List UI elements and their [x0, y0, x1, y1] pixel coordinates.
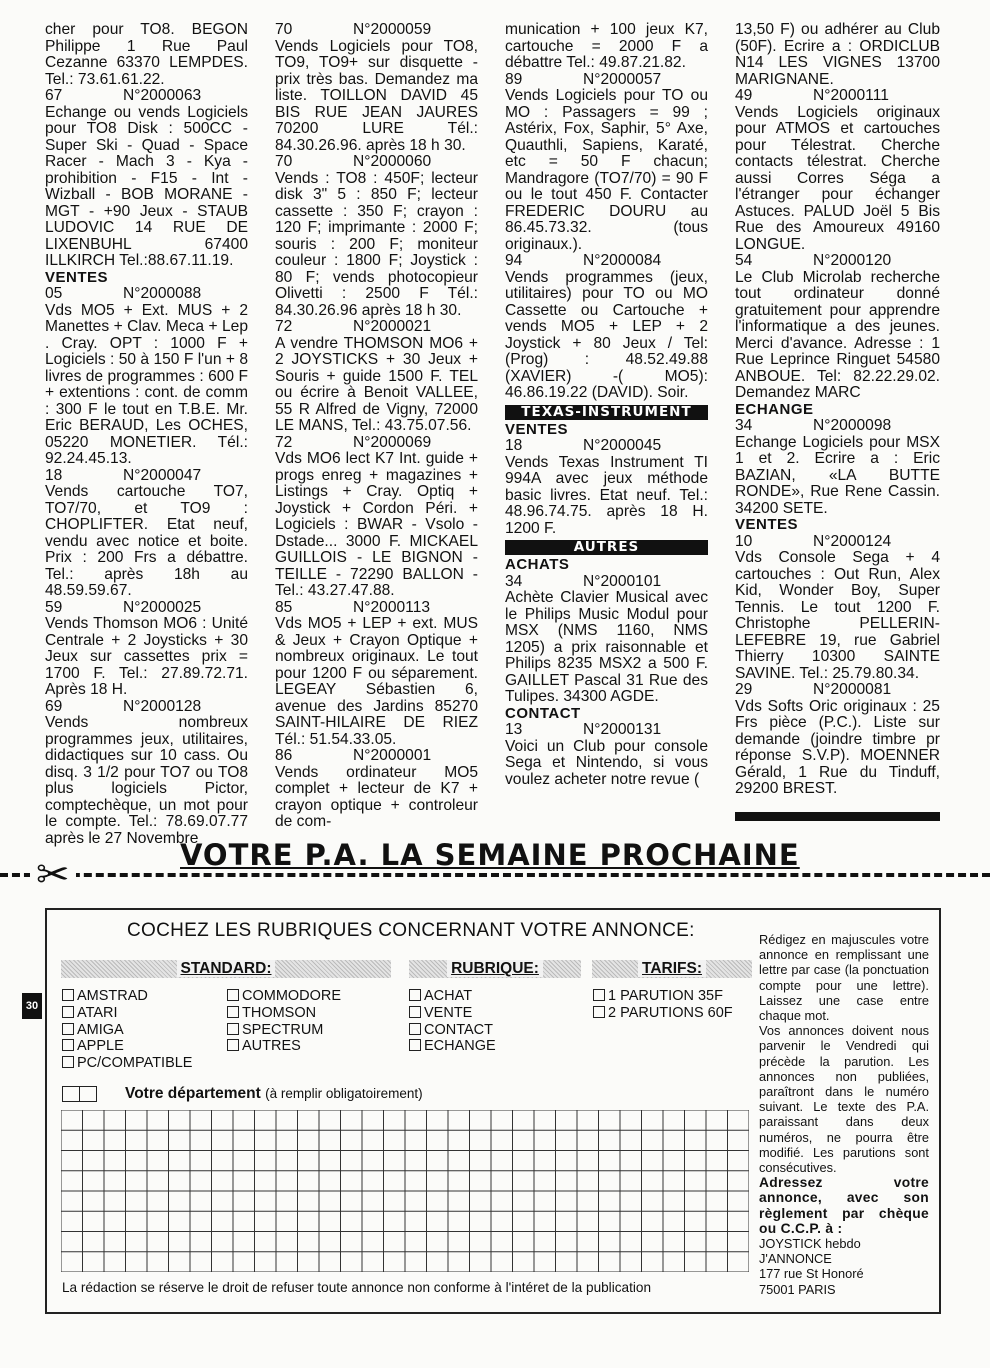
- option-label: THOMSON: [242, 1004, 317, 1021]
- instructions-bold: Adressez votre annonce, avec son règlement par chèque ou C.C.P. à :: [759, 1175, 929, 1236]
- ad-number: 18 N°2000047: [45, 466, 202, 484]
- page-number: 30: [22, 993, 42, 1019]
- option-checkbox[interactable]: [62, 1055, 192, 1072]
- instructions-text-2: Vos annonces doivent nous parvenir le Vendredi qui précède la parution. Les annonces non publiées, paraîtront dans le numéro suivant. Le texte des P.A. paraissant dans deux numéros, ne pourra être modifié. Les parutions sont consécutives.: [759, 1023, 929, 1176]
- department-label: Votre département (à remplir obligatoirement): [125, 1085, 423, 1102]
- ad-number: 85 N°2000113: [275, 598, 431, 616]
- checkbox-icon[interactable]: [62, 1039, 74, 1051]
- option-checkbox[interactable]: [227, 1038, 341, 1055]
- ads-column-2: [275, 22, 478, 831]
- instructions-text: Rédigez en majuscules votre annonce en remplissant une lettre par case (la ponctuation compte pour une lettre). Laissez une case entre chaque mot.: [759, 932, 929, 1024]
- section-heading: ECHANGE: [735, 400, 814, 418]
- ad-number: 54 N°2000120: [735, 252, 892, 269]
- ad-number: 86 N°2000001: [275, 747, 432, 764]
- checkbox-icon[interactable]: [227, 1023, 239, 1035]
- ad-text: cher pour TO8. BEGON Philippe 1 Rue Paul Cezanne 63370 LEMPDES. Tel.: 73.61.61.22.: [45, 21, 248, 88]
- option-label: AMSTRAD: [77, 988, 148, 1004]
- ad-text: Vends cartouche TO7, TO7/70, et TO9 : CHOPLIFTER. Etat neuf, vendu avec notice et boite. Prix : 200 Frs a débattre. Tel.: après 18h au 48.59.59.67.: [45, 483, 248, 599]
- ad-text: Vds Softs Oric originaux : 25 Frs pièce (P.C.). Liste sur demande (joindre timbre pr réponse S.V.P). MOENNER Gérald, 1 Rue du Tinduff, 29200 BREST.: [735, 697, 940, 797]
- option-checkbox[interactable]: [62, 988, 192, 1005]
- ad-text: Vends ordinateur MO5 complet + lecteur de K7 + crayon optique + controleur de com-: [275, 763, 478, 830]
- checkbox-icon[interactable]: [227, 1039, 239, 1051]
- ad-number: 18 N°2000045: [505, 437, 662, 454]
- ad-number: 59 N°2000025: [45, 598, 202, 616]
- scissors-icon: ✂: [30, 855, 76, 895]
- option-label: ACHAT: [424, 988, 473, 1004]
- cut-title: VOTRE P.A. LA SEMAINE PROCHAINE: [180, 838, 800, 872]
- option-checkbox[interactable]: [409, 1005, 496, 1022]
- ad-number: 13 N°2000131: [505, 721, 662, 738]
- option-checkbox[interactable]: [62, 1005, 192, 1022]
- checkbox-icon[interactable]: [593, 989, 605, 1001]
- ad-number: 94 N°2000084: [505, 252, 662, 269]
- tarif-options: [593, 988, 733, 1022]
- section-heading: ACHATS: [505, 556, 570, 573]
- column-end-bar: [735, 812, 940, 821]
- ad-text: Vends programmes (jeux, utilitaires) pour TO ou MO Cassette ou Cartouche + vends MO5 + LEP + 2 Joystick + 80 Jeux / Tel:(Prog) : 48.52.49.88 (XAVIER) -( MO5): 46.86.19.22 (DAVID). Soir.: [505, 268, 708, 401]
- option-checkbox[interactable]: [409, 988, 496, 1005]
- option-checkbox[interactable]: [409, 1038, 496, 1055]
- option-label: APPLE: [77, 1038, 124, 1055]
- ad-text: Vends nombreux programmes jeux, utilitaires, didactiques sur 10 cass. Ou disq. 3 1/2 pour TO7 ou TO8 plus logiciels Pictor, comptechèque, un mot pour le compte. Tel.: 78.69.07.77 après le 27 Novembre: [45, 714, 248, 847]
- ad-number: 69 N°2000128: [45, 697, 202, 715]
- option-label: COMMODORE: [242, 988, 342, 1004]
- tarifs-header: TARIFS:: [592, 960, 752, 978]
- option-checkbox[interactable]: [227, 988, 341, 1005]
- ad-text: Vends : TO8 : 450F; lecteur disk 3" 5 : 850 F; lecteur cassette : 350 F; crayon : 120 F; imprimante : 2000 F; souris : 200 F; moniteur couleur : 1800 F; Joystick : 80 F; vends photocopieur Olivetti : 2500 F Tél.: 84.30.26.96 après 18 h 30.: [275, 169, 478, 319]
- option-checkbox[interactable]: [227, 1005, 341, 1022]
- ad-number: 70 N°2000060: [275, 153, 432, 170]
- address-line-2: J'ANNONCE: [759, 1251, 832, 1267]
- checkbox-icon[interactable]: [62, 1006, 74, 1018]
- disclaimer: La rédaction se réserve le droit de refuser toute annonce non conforme à l'intéret de la publication: [62, 1280, 651, 1295]
- checkbox-icon[interactable]: [227, 1006, 239, 1018]
- ad-number: 67 N°2000063: [45, 87, 202, 104]
- ad-text: A vendre THOMSON MO6 + 2 JOYSTICKS + 30 Jeux + Souris + guide 1500 F. TEL ou écrire à Benoit VALLEE, 55 R Alfred de Vigny, 72000 LE MANS, Tel.: 43.75.07.56.: [275, 334, 478, 434]
- checkbox-icon[interactable]: [62, 989, 74, 1001]
- option-label: CONTACT: [424, 1021, 494, 1038]
- ad-number: 34 N°2000098: [735, 417, 892, 434]
- category-bar: TEXAS-INSTRUMENT: [505, 405, 708, 420]
- option-checkbox[interactable]: [62, 1038, 192, 1055]
- standard-options-2: [227, 988, 341, 1055]
- section-heading: VENTES: [45, 268, 109, 286]
- ad-text: Vends Logiciels originaux pour ATMOS et cartouches pour Télestrat. Cherche contacts télestrat. Cherche aussi Corres Séga a l'étranger pour échanger Astuces. PALUD Joël 5 Bis Rue des Amoureux 49160 LONGUE.: [735, 103, 940, 253]
- ad-text: Vds MO5 + Ext. MUS + 2 Manettes + Clav. Meca + Lep . Cray. OPT : 1000 F + Logiciels : 50 à 150 F l'un + 8 livres de programmes : 600 F + extentions : cont. de comm : 300 F le tout en T.B.E. Mr. Eric BERAUD, Les OCHES, 05220 MONETIER. Tél.: 92.24.45.13.: [45, 301, 248, 467]
- ad-number: 05 N°2000088: [45, 285, 202, 302]
- checkbox-icon[interactable]: [409, 1006, 421, 1018]
- checkbox-icon[interactable]: [593, 1006, 605, 1018]
- ad-text: Vends Thomson MO6 : Unité Centrale + 2 Joysticks + 30 Jeux sur cassettes prix = 1700 F. Tel.: 27.89.72.71. Après 18 H.: [45, 615, 248, 698]
- ad-text: Vends Logiciels pour TO8, TO9, TO9+ sur disquette - prix très bas. Demandez ma liste. TOILLON DAVID 45 BIS RUE JEAN JAURES 70200 LURE Tél.: 84.30.26.96. après 18 h 30.: [275, 37, 478, 154]
- ad-order-form: [45, 908, 941, 1314]
- ad-text: Echange Logiciels pour MSX 1 et 2. Ecrire a : Eric BAZIAN, «LA BUTTE RONDE», Rue Rene Cassin. 34200 SETE.: [735, 433, 940, 517]
- ad-text: Le Club Microlab recherche tout ordinateur donné gratuitement pour apprendre l'informatique a des jeunes. Merci d'avance. Adresse : 1 Rue Leprince Ringuet 54580 ANBOUE. Tel: 82.22.29.02. Demandez MARC: [735, 268, 940, 401]
- ad-text: Vends Logiciels pour TO ou MO : Passagers = 99 ; Astérix, Fox, Saphir, 5° Axe, Quauthli, Sapiens, Karaté, etc = 50 F chacun; Mandragore (TO7/70) = 90 F ou le tout 450 F. Contacter FREDERIC DOURU au 86.45.73.32. (tous originaux.).: [505, 87, 708, 253]
- ad-text: Vds MO6 lect K7 Int. guide + progs enreg + magazines + Listings + Cray. Optiq + Joystick + Cordon Péri. + Logiciels : BWAR - Vsolo - Dstade... 3000 F. MICKAEL GUILLOIS - LE BIGNON - TEILLE - 72290 BALLON - Tel.: 43.27.47.88.: [275, 450, 478, 599]
- section-heading: CONTACT: [505, 704, 581, 722]
- rubrique-options: [409, 988, 496, 1055]
- address-line-1: JOYSTICK hebdo: [759, 1236, 861, 1252]
- option-label: 1 PARUTION 35F: [608, 988, 723, 1004]
- ad-number: 34 N°2000101: [505, 572, 662, 590]
- checkbox-icon[interactable]: [409, 1023, 421, 1035]
- checkbox-icon[interactable]: [62, 1023, 74, 1035]
- section-heading: VENTES: [735, 516, 799, 533]
- rubrique-header: RUBRIQUE:: [409, 960, 581, 978]
- ads-column-4: [735, 22, 940, 821]
- ad-number: 29 N°2000081: [735, 681, 892, 698]
- ad-text: Achète Clavier Musical avec le Philips Music Modul pour MSX (NMS 1160, NMS 1205) a prix raisonnable et Philips 8235 MSX2 a 500 F. GAILLET Pascal 31 Rue des Tulipes. 34300 AGDE.: [505, 589, 708, 705]
- form-instructions: [759, 932, 929, 1297]
- ad-text: Voici un Club pour console Sega et Nintendo, si vous voulez acheter notre revue (: [505, 737, 708, 788]
- checkbox-icon[interactable]: [227, 989, 239, 1001]
- checkbox-icon[interactable]: [409, 1039, 421, 1051]
- checkbox-icon[interactable]: [62, 1056, 74, 1068]
- checkbox-icon[interactable]: [409, 989, 421, 1001]
- ad-text: 13,50 F) ou adhérer au Club (50F). Ecrire a : ORDICLUB N14 LES VIGNES 13700 MARIGNANE.: [735, 21, 940, 88]
- cut-line: [0, 873, 990, 877]
- ad-number: 10 N°2000124: [735, 532, 892, 550]
- ad-number: 72 N°2000069: [275, 433, 432, 451]
- ad-number: 70 N°2000059: [275, 21, 432, 38]
- option-label: ECHANGE: [424, 1038, 496, 1055]
- ad-text: munication + 100 jeux K7, cartouche = 2000 F a débattre Tel.: 49.87.21.82.: [505, 21, 708, 71]
- address-line-4: 75001 PARIS: [759, 1281, 836, 1297]
- section-heading: VENTES: [505, 420, 569, 438]
- ad-number: 72 N°2000021: [275, 318, 432, 335]
- ad-text: Vds Console Sega + 4 cartouches : Out Run, Alex Kid, Wonder Boy, Super Tennis. Le tout 1200 F. Christophe PELLERIN-LEFEBRE 19, rue Gabriel Thierry 10300 SAINTE SAVINE. Tel.: 25.79.80.34.: [735, 549, 940, 682]
- standard-header: STANDARD:: [61, 960, 391, 978]
- category-bar: AUTRES: [505, 540, 708, 555]
- option-checkbox[interactable]: [409, 1022, 496, 1039]
- address-line-3: 177 rue St Honoré: [759, 1266, 864, 1282]
- option-label: AMIGA: [77, 1021, 124, 1038]
- option-checkbox[interactable]: [593, 988, 733, 1005]
- form-heading: COCHEZ LES RUBRIQUES CONCERNANT VOTRE ANNONCE:: [127, 920, 695, 941]
- option-label: VENTE: [424, 1004, 473, 1021]
- option-label: ATARI: [77, 1004, 118, 1021]
- option-label: AUTRES: [242, 1038, 301, 1055]
- ads-column-3: [505, 22, 708, 788]
- ad-text: Vends Texas Instrument TI 994A avec jeux méthode basic livres. Etat neuf. Tel.: 48.96.74.75. après 18 H. 1200 F.: [505, 453, 708, 537]
- option-label: SPECTRUM: [242, 1021, 324, 1038]
- letter-grid[interactable]: [61, 1110, 749, 1272]
- option-checkbox[interactable]: [227, 1022, 341, 1039]
- option-label: 2 PARUTIONS 60F: [608, 1004, 733, 1021]
- standard-options-1: [62, 988, 192, 1072]
- department-field[interactable]: [62, 1086, 96, 1107]
- ad-number: 89 N°2000057: [505, 70, 662, 88]
- ads-column-1: [45, 22, 248, 847]
- option-checkbox[interactable]: [593, 1005, 733, 1022]
- ad-text: Echange ou vends Logiciels pour TO8 Disk : 500CC - Super Ski - Quad - Space Racer - Mach 3 - Kya - prohibition - F15 - Int - Wizball - BOB MORANE - MGT - +90 Jeux - STAUB LUDOVIC 14 RUE DE LIXENBUHL 67400 ILLKIRCH Tel.:88.67.11.19.: [45, 103, 248, 269]
- option-checkbox[interactable]: [62, 1022, 192, 1039]
- option-label: PC/COMPATIBLE: [77, 1055, 193, 1072]
- ad-number: 49 N°2000111: [735, 87, 889, 104]
- ad-text: Vds MO5 + LEP + ext. MUS & Jeux + Crayon Optique + nombreux originaux. Le tout pour 1200 F ou séparement. LEGEAY Sébastien 6, avenue des Jardins 85270 SAINT-HILAIRE DE RIEZ Tél.: 51.54.33.05.: [275, 615, 478, 748]
